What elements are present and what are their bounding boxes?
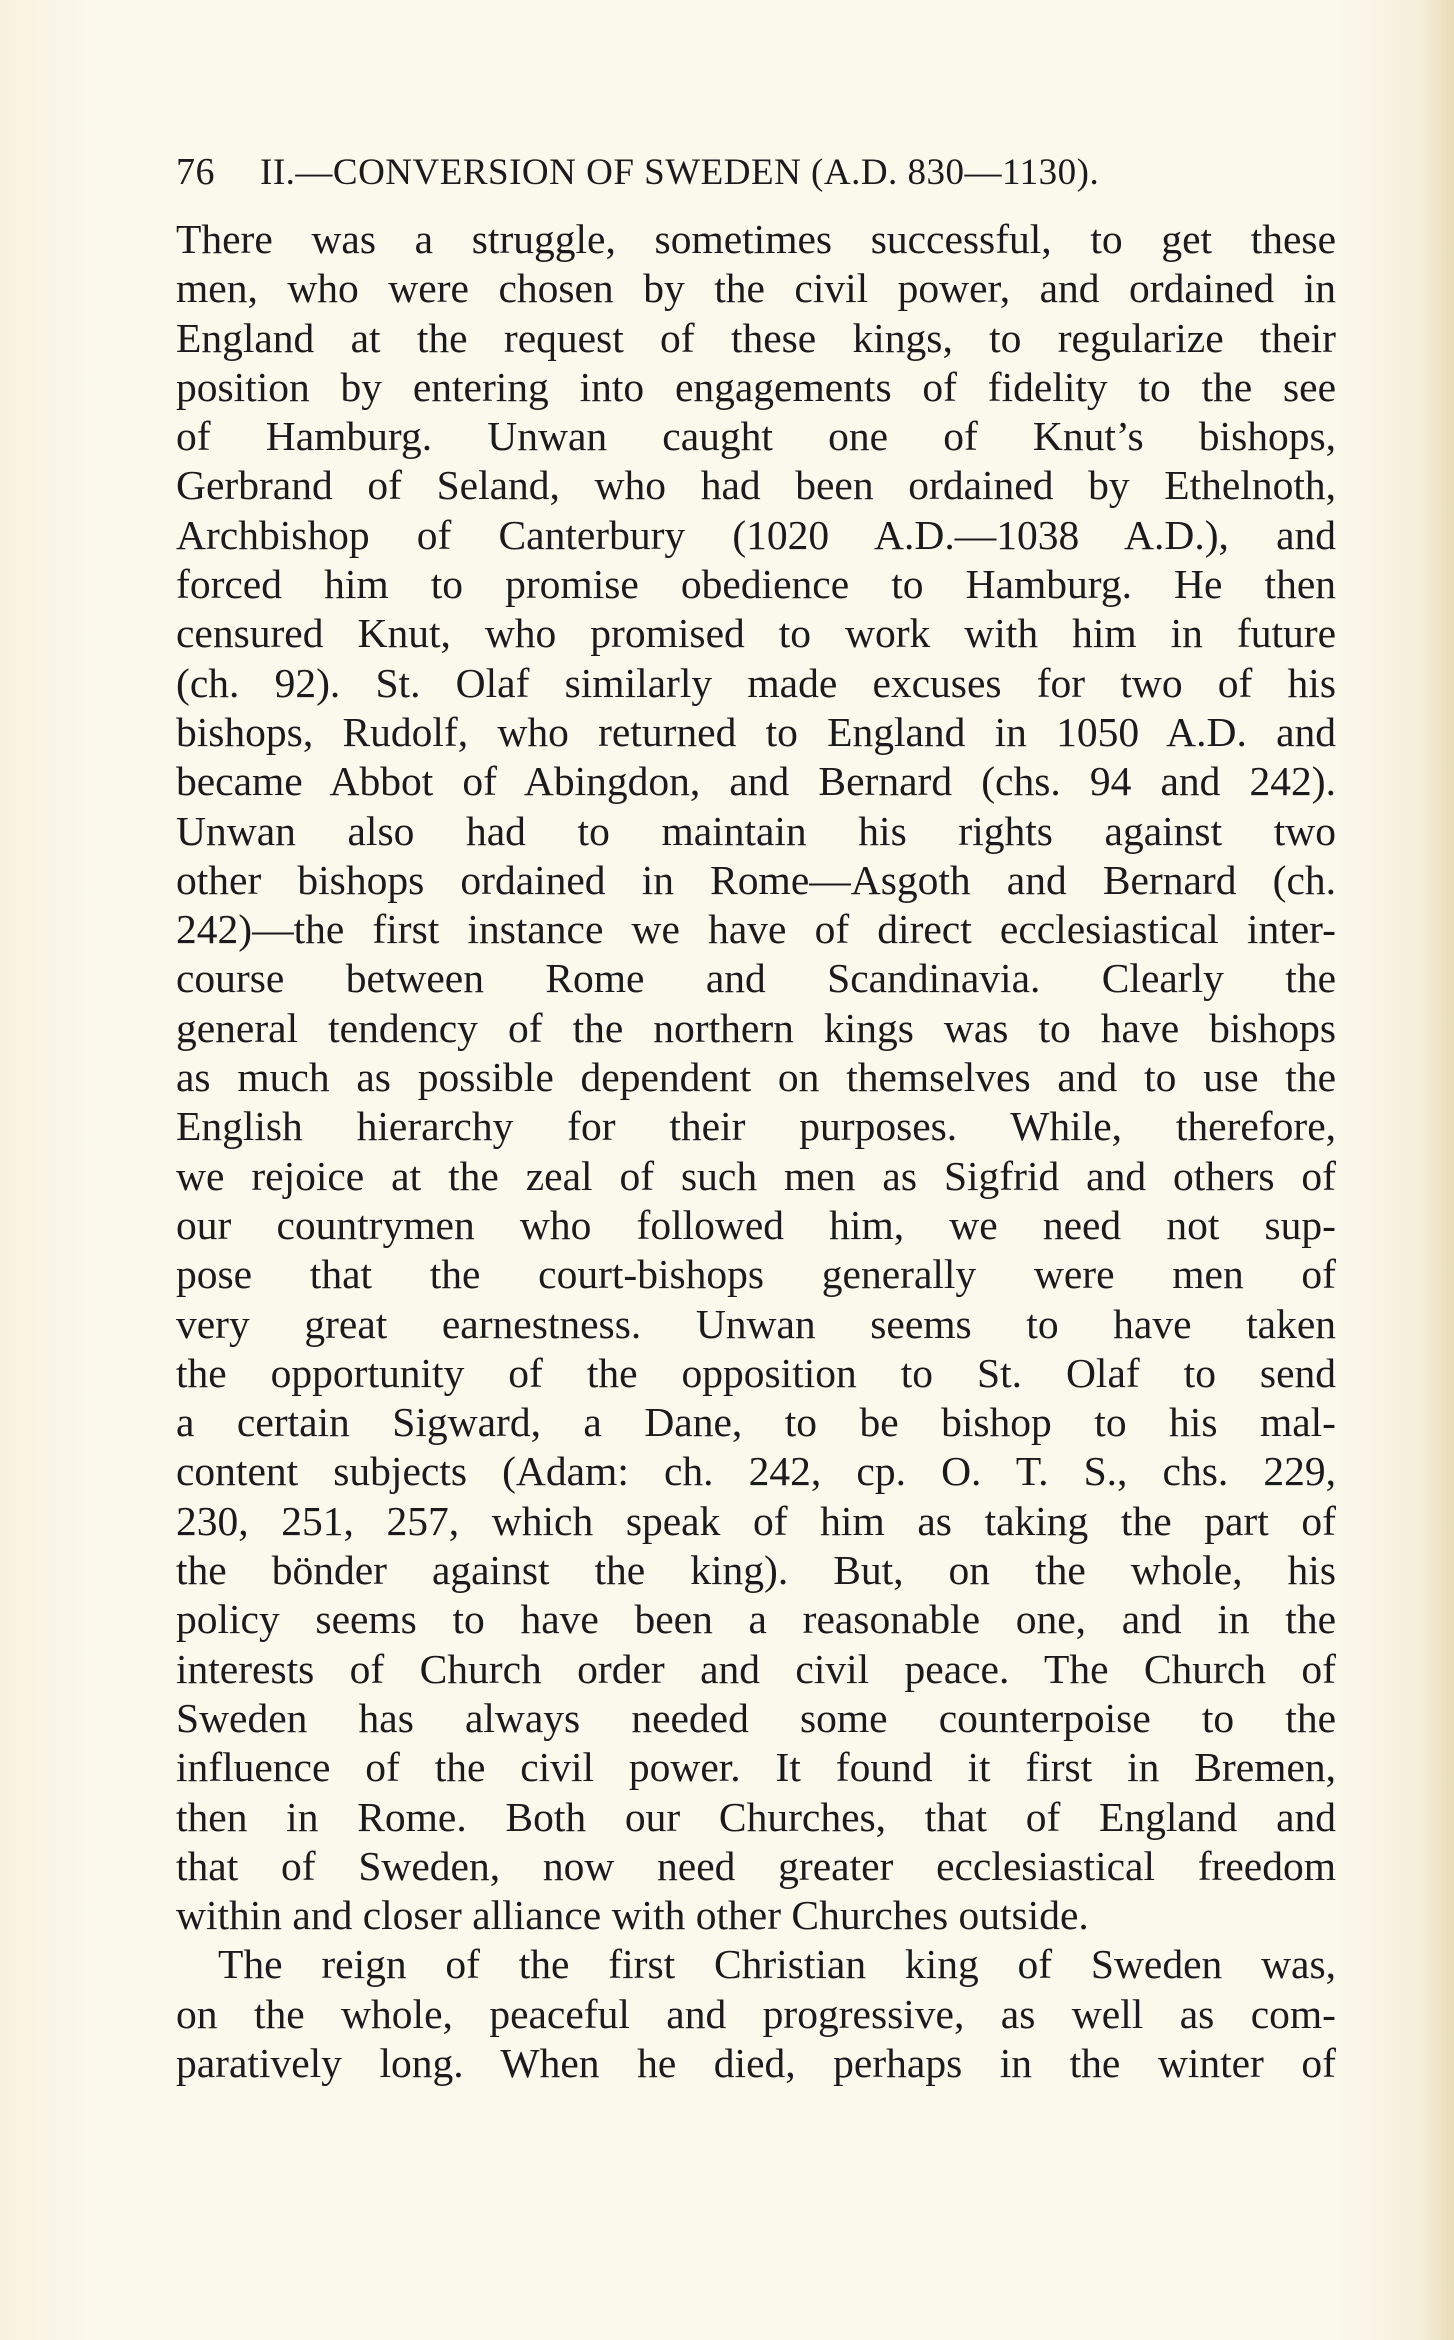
page-edge-shading (1420, 0, 1454, 2340)
paragraph-2 (176, 1940, 1336, 2088)
text-line: interests of Church order and civil peace. The Church of (176, 1645, 1336, 1692)
text-line: general tendency of the northern kings was to have bishops (176, 1004, 1336, 1051)
text-line: other bishops ordained in Rome—Asgoth and Bernard (ch. (176, 856, 1336, 903)
text-line: that of Sweden, now need greater ecclesiastical freedom (176, 1842, 1336, 1889)
page-number: 76 (176, 151, 215, 193)
text-line: the bönder against the king). But, on the whole, his (176, 1547, 1336, 1594)
text-line: There was a struggle, sometimes successful, to get these (176, 216, 1336, 262)
text-line: on the whole, peaceful and progressive, as well as com- (176, 1990, 1336, 2037)
text-line: (ch. 92). St. Olaf similarly made excuses for two of his (176, 659, 1336, 706)
text-line: within and closer alliance with other Churches outside. (176, 1892, 1089, 1939)
text-line: became Abbot of Abingdon, and Bernard (chs. 94 and 242). (176, 758, 1336, 805)
text-line: very great earnestness. Unwan seems to have taken (176, 1300, 1336, 1347)
text-line: Unwan also had to maintain his rights against two (176, 807, 1336, 854)
text-line: 230, 251, 257, which speak of him as taking the part of (176, 1497, 1336, 1544)
text-line: men, who were chosen by the civil power, and ordained in (176, 265, 1336, 312)
body-text (176, 215, 1336, 2088)
text-line: English hierarchy for their purposes. While, therefore, (176, 1103, 1336, 1150)
text-line: position by entering into engagements of fidelity to the see (176, 363, 1336, 410)
text-line: of Hamburg. Unwan caught one of Knut’s bishops, (176, 413, 1336, 460)
text-line: policy seems to have been a reasonable one, and in the (176, 1596, 1336, 1643)
text-line: a certain Sigward, a Dane, to be bishop to his mal- (176, 1399, 1336, 1446)
text-line: as much as possible dependent on themselves and to use the (176, 1054, 1336, 1101)
text-line: Archbishop of Canterbury (1020 A.D.—1038 A.D.), and (176, 511, 1336, 558)
text-line: Sweden has always needed some counterpoise to the (176, 1694, 1336, 1741)
text-line: then in Rome. Both our Churches, that of England and (176, 1793, 1336, 1840)
text-line: Gerbrand of Seland, who had been ordained by Ethelnoth, (176, 462, 1336, 509)
text-line: our countrymen who followed him, we need not sup- (176, 1201, 1336, 1248)
text-line: course between Rome and Scandinavia. Clearly the (176, 955, 1336, 1002)
text-line: England at the request of these kings, to regularize their (176, 314, 1336, 361)
text-line: bishops, Rudolf, who returned to England in 1050 A.D. and (176, 708, 1336, 755)
text-line: we rejoice at the zeal of such men as Sigfrid and others of (176, 1152, 1336, 1199)
text-line: the opportunity of the opposition to St. Olaf to send (176, 1349, 1336, 1396)
text-line: forced him to promise obedience to Hamburg. He then (176, 561, 1336, 608)
text-line: influence of the civil power. It found it first in Bremen, (176, 1744, 1336, 1791)
text-line: censured Knut, who promised to work with him in future (176, 610, 1336, 657)
text-line: 242)—the first instance we have of direct ecclesiastical inter- (176, 906, 1336, 953)
text-line: The reign of the first Christian king of Sweden was, (218, 1941, 1336, 1988)
text-line: content subjects (Adam: ch. 242, cp. O. T. S., chs. 229, (176, 1448, 1336, 1495)
paragraph-1 (176, 215, 1336, 1940)
running-header (176, 150, 1336, 210)
running-title: II.—CONVERSION OF SWEDEN (A.D. 830—1130). (260, 152, 1100, 193)
text-line: pose that the court-bishops generally were men of (176, 1251, 1336, 1298)
text-line: paratively long. When he died, perhaps in the winter of (176, 2039, 1336, 2086)
